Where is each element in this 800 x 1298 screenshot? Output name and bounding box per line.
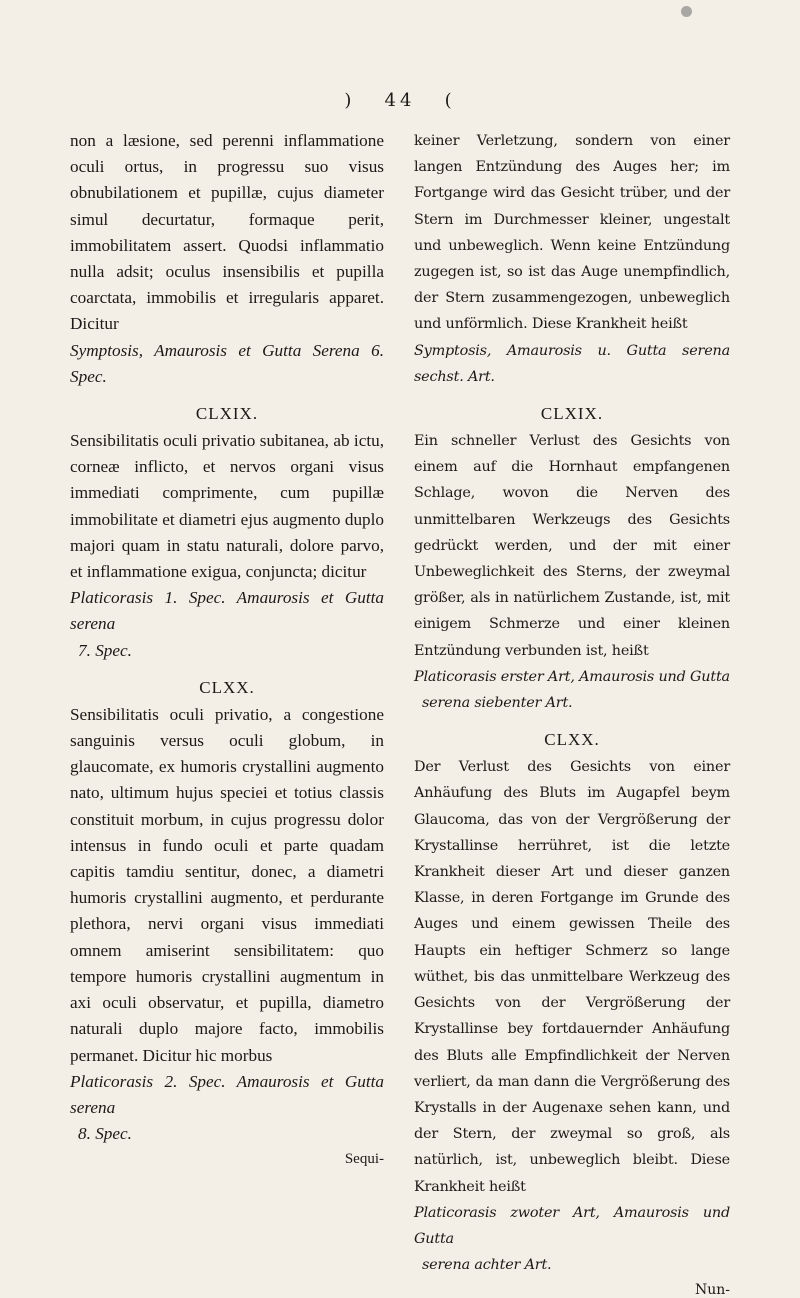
german-heading-clxx: CLXX. bbox=[544, 730, 600, 750]
german-paragraph-3: Der Verlust des Gesichts von einer Anhäufung des Bluts im Augapfel beym Glaucoma, das von der Vergrößerung der Krystallinse herrühret, ist die letzte Krankheit dieser Art und dieser ganzen Klasse, in deren Fortgange im Grunde des Auges und einem gewissen Theile des Haupts ein heftiger Schmerz so lange wüthet, bis das unmittelbare Werkzeug des Gesichts von der Vergrößerung der Krystallinse bey fortdauernder Anhäufung des Bluts alle Empfindlichkeit der Nerven verliert, da man dann die Vergrößerung des Krystalls in der Augenaxe sehen kann, und der Stern, der zweymal so groß, als natürlich, ist, unbeweglich bleibt. Diese Krankheit heißt bbox=[414, 759, 730, 1195]
page-number: 44 bbox=[384, 90, 416, 111]
latin-synonym-3b: 8. Spec. bbox=[78, 1124, 132, 1144]
german-synonym-2b: serena siebenter Art. bbox=[422, 695, 573, 712]
latin-synonym-3a: Platicorasis 2. Spec. Amaurosis et Gutta serena bbox=[70, 1071, 384, 1117]
latin-column bbox=[70, 128, 384, 1168]
latin-heading-clxix: CLXIX. bbox=[195, 404, 259, 424]
header-right-bracket: ( bbox=[444, 90, 456, 111]
latin-paragraph-1: non a læsione, sed perenni inflammatione oculi ortus, in progressu suo visus obnubilationem et pupillæ, cujus diameter simul decurtatur, formaque perit, immobilitatem assert. Quodsi inflammatio nulla adsit; oculus insensibilis et pupilla coarctata, immobilis et irregularis apparet. Dicitur bbox=[70, 131, 384, 334]
latin-synonym-1: Symptosis, Amaurosis et Gutta Serena 6. Spec. bbox=[70, 340, 384, 386]
ink-spot bbox=[681, 6, 692, 17]
german-heading-clxix: CLXIX. bbox=[540, 404, 604, 424]
german-paragraph-1: keiner Verletzung, sondern von einer langen Entzündung des Auges her; im Fortgange wird das Gesicht trüber, und der Stern im Durchmesser kleiner, ungestalt und unbeweglich. Wenn keine Entzündung zugegen ist, so ist das Auge unempfindlich, der Stern zusammengezogen, unbeweglich und unförmlich. Diese Krankheit heißt bbox=[414, 133, 730, 333]
latin-paragraph-3: Sensibilitatis oculi privatio, a congestione sanguinis versus oculi globum, in glaucomate, ex humoris crystallini augmento nato, ultimum hujus speciei et totius classis constituit morbum, in cujus progressu dolor intensus in fundo oculi et parte quadam capitis tamdiu sentitur, donec, a diametri humoris crystallini augmento, et perdurante plethora, nervi organi visus immediati omnem amiserint sensibilitatem: quo tempore humoris crystallini augmentum in axi oculi observatur, et pupilla, diametro naturali duplo majore facto, immobilis permanet. Dicitur hic morbus bbox=[70, 704, 384, 1065]
german-synonym-3b: serena achter Art. bbox=[422, 1257, 552, 1274]
page-header bbox=[0, 90, 800, 111]
german-column bbox=[414, 128, 730, 1298]
german-synonym-2a: Platicorasis erster Art, Amaurosis und Gutta bbox=[414, 668, 730, 685]
german-synonym-3a: Platicorasis zwoter Art, Amaurosis und Gutta bbox=[414, 1204, 730, 1247]
latin-synonym-2b: 7. Spec. bbox=[78, 640, 132, 660]
latin-paragraph-2: Sensibilitatis oculi privatio subitanea, ab ictu, corneæ inflicto, et nervos organi visus immediati comprimente, cum pupillæ immobilitate et diametri ejus augmento duplo majori quam in statu naturali, dolore parvo, et inflammatione exigua, conjuncta; dicitur bbox=[70, 431, 384, 582]
header-left-bracket: ) bbox=[344, 90, 356, 111]
german-catchword: Nun- bbox=[694, 1282, 730, 1298]
latin-catchword: Sequi- bbox=[344, 1151, 384, 1168]
german-synonym-1: Symptosis, Amaurosis u. Gutta serena sechst. Art. bbox=[414, 342, 730, 385]
german-paragraph-2: Ein schneller Verlust des Gesichts von einem auf die Hornhaut empfangenen Schlage, wovon die Nerven des unmittelbaren Werkzeugs des Gesichts gedrückt werden, und der mit einer Unbeweglichkeit des Sterns, der zweymal größer, als in natürlichem Zustande, ist, mit einigem Schmerze und einer kleinen Entzündung verbunden ist, heißt bbox=[414, 433, 730, 659]
latin-heading-clxx: CLXX. bbox=[199, 677, 255, 697]
latin-synonym-2a: Platicorasis 1. Spec. Amaurosis et Gutta serena bbox=[70, 588, 384, 634]
